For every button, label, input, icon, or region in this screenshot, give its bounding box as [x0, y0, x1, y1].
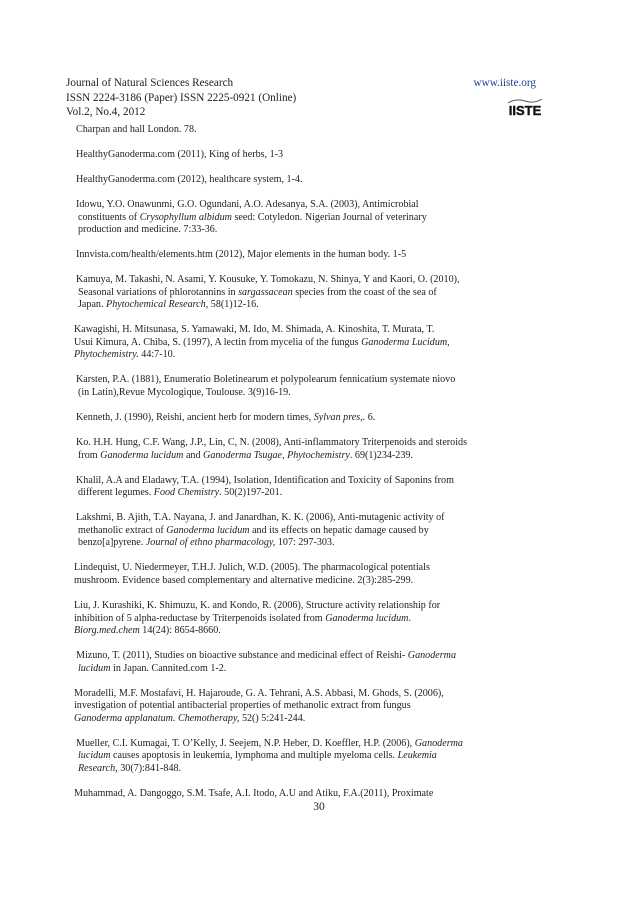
reference-text-segment: 44:7-10.	[138, 349, 176, 361]
reference-text-segment: HealthyGanoderma.com (2012), healthcare system, 1-4.	[76, 173, 303, 185]
reference-line	[76, 274, 536, 287]
reference-line	[76, 287, 536, 300]
reference-entry	[76, 412, 536, 425]
reference-italic-segment: Ganoderma	[407, 650, 457, 662]
reference-line	[74, 613, 536, 626]
reference-italic-segment: Sylvan pres,.	[313, 412, 366, 424]
reference-italic-segment: lucidum	[78, 662, 111, 674]
reference-text-segment: Japan.	[78, 299, 107, 311]
reference-line	[76, 450, 536, 463]
reference-text-segment: methanolic extract of	[78, 524, 167, 536]
reference-line	[76, 387, 536, 400]
reference-italic-segment: Ganoderma	[414, 737, 463, 749]
reference-text-segment: (in Latin),Revue Mycologique, Toulouse. 3(9)16-19.	[78, 387, 291, 399]
reference-text-segment: Muhammad, A. Dangoggo, S.M. Tsafe, A.I. Itodo, A.U and Atiku, F.A.(2011), Proximate	[74, 788, 434, 800]
reference-text-segment: in Japan. Cannited.com 1-2.	[110, 662, 227, 674]
reference-entry	[76, 650, 536, 675]
reference-text-segment: Idowu, Y.O. Onawunmi, G.O. Ogundani, A.O. Adesanya, S.A. (2003), Antimicrobial	[76, 198, 419, 210]
reference-text-segment: Kawagishi, H. Mitsunasa, S. Yamawaki, M. Ido, M. Shimada, A. Kinoshita, T. Murata, T.	[74, 324, 435, 336]
reference-italic-segment: sargassacean	[238, 286, 293, 298]
reference-entry	[76, 738, 536, 776]
reference-line	[76, 650, 536, 663]
reference-line	[74, 575, 536, 588]
reference-text-segment: Mizuno, T. (2011), Studies on bioactive substance and medicinal effect of Reishi-	[76, 650, 408, 662]
reference-line	[76, 212, 536, 225]
reference-text-segment: Lindequist, U. Niedermeyer, T.H.J. Julich, W.D. (2005). The pharmacological potentials	[74, 562, 430, 574]
reference-line	[76, 512, 536, 525]
reference-line	[76, 249, 536, 262]
reference-text-segment: Moradelli, M.F. Mostafavi, H. Hajaroude, G. A. Tehrani, A.S. Abbasi, M. Ghods, S. (2006),	[74, 687, 444, 699]
reference-text-segment: 6.	[365, 412, 376, 424]
reference-line	[76, 374, 536, 387]
reference-text-segment: Karsten, P.A. (1881), Enumeratio Boletinearum et polypolearum fennicatium systemate niovo	[76, 374, 456, 386]
reference-entry	[76, 274, 536, 312]
reference-line	[74, 562, 536, 575]
reference-text-segment: 14(24): 8654-8660.	[139, 625, 221, 637]
reference-line	[76, 663, 536, 676]
reference-line	[74, 788, 536, 801]
reference-entry	[74, 688, 536, 726]
reference-text-segment: 52() 5:241-244.	[239, 712, 306, 724]
journal-header	[66, 76, 536, 120]
reference-text-segment: Mueller, C.I. Kumagai, T. O’Kelly, J. Seejem, N.P. Heber, D. Koeffler, H.P. (2006),	[76, 737, 415, 749]
page-number: 30	[313, 801, 325, 813]
reference-text-segment: mushroom. Evidence based complementary and alternative medicine. 2(3):285-299.	[74, 574, 414, 586]
reference-line	[76, 750, 536, 763]
reference-text-segment: . 50(2)197-201.	[219, 487, 283, 499]
reference-list	[76, 124, 536, 813]
reference-text-segment: 58(1)12-16.	[208, 299, 259, 311]
reference-text-segment: different legumes.	[78, 487, 154, 499]
reference-entry	[74, 324, 536, 362]
reference-line	[76, 475, 536, 488]
reference-text-segment: Kenneth, J. (1990), Reishi, ancient herb for modern times,	[76, 412, 314, 424]
reference-entry	[74, 562, 536, 587]
reference-italic-segment: Crysophyllum albidum	[139, 211, 232, 223]
reference-line	[74, 349, 536, 362]
reference-entry	[76, 149, 536, 162]
reference-text-segment: inhibition of 5 alpha-reductase by Triterpenoids isolated from	[74, 612, 326, 624]
journal-issn: ISSN 2224-3186 (Paper) ISSN 2225-0921 (Online)	[66, 91, 297, 104]
reference-line	[74, 337, 536, 350]
reference-entry	[76, 437, 536, 462]
reference-line	[76, 537, 536, 550]
reference-text-segment: 30(7):841-848.	[117, 763, 182, 775]
reference-italic-segment: Leukemia	[397, 750, 437, 762]
reference-text-segment: HealthyGanoderma.com (2011), King of herbs, 1-3	[76, 148, 284, 160]
reference-text-segment: Innvista.com/health/elements.htm (2012), Major elements in the human body. 1-5	[76, 249, 407, 261]
iiste-logo	[507, 95, 543, 119]
reference-text-segment: and	[183, 449, 204, 461]
journal-volume: Vol.2, No.4, 2012	[66, 106, 146, 118]
reference-text-segment: from	[78, 449, 101, 461]
reference-line	[76, 738, 536, 751]
reference-italic-segment: Ganoderma Tsugae, Phytochemistry	[203, 449, 350, 461]
reference-text-segment: Usui Kimura, A. Chiba, S. (1997), A lectin from mycelia of the fungus	[74, 336, 362, 348]
reference-italic-segment: Ganoderma Lucidum,	[361, 336, 450, 348]
reference-italic-segment: Biorg.med.chem	[74, 625, 140, 637]
reference-entry	[76, 374, 536, 399]
reference-text-segment: benzo[a]pyrene.	[78, 537, 146, 549]
reference-text-segment: seed: Cotyledon. Nigerian Journal of veterinary	[231, 211, 427, 223]
reference-italic-segment: Phytochemistry.	[74, 349, 139, 361]
reference-text-segment: Ko. H.H. Hung, C.F. Wang, J.P., Lin, C, N. (2008), Anti-inflammatory Triterpenoids and steroids	[76, 437, 467, 449]
reference-italic-segment: Research,	[78, 763, 118, 775]
reference-line	[76, 199, 536, 212]
reference-text-segment: investigation of potential antibacterial properties of methanolic extract from fungus	[74, 700, 411, 712]
reference-italic-segment: Ganoderma applanatum. Chemotherapy,	[74, 712, 240, 724]
reference-italic-segment: Ganoderma lucidum	[325, 612, 409, 624]
reference-line	[76, 224, 536, 237]
reference-entry	[76, 475, 536, 500]
journal-title: Journal of Natural Sciences Research	[66, 77, 234, 89]
reference-line	[76, 174, 536, 187]
reference-text-segment: Khalil, A.A and Eladawy, T.A. (1994), Isolation, Identification and Toxicity of Saponins from	[76, 474, 454, 486]
reference-line	[74, 324, 536, 337]
reference-text-segment: and its effects on hepatic damage caused by	[249, 524, 429, 536]
reference-text-segment: Liu, J. Kurashiki, K. Shimuzu, K. and Kondo, R. (2006), Structure activity relationship for	[74, 599, 441, 611]
reference-line	[74, 600, 536, 613]
reference-entry	[74, 600, 536, 638]
reference-line	[76, 299, 536, 312]
reference-line	[76, 412, 536, 425]
reference-text-segment: causes apoptosis in leukemia, lymphoma and multiple myeloma cells.	[110, 750, 398, 762]
reference-entry	[76, 124, 536, 137]
website-link[interactable]: www.iiste.org	[473, 77, 536, 89]
reference-entry	[76, 199, 536, 237]
reference-entry	[76, 249, 536, 262]
reference-italic-segment: Phytochemical Research,	[106, 299, 209, 311]
reference-italic-segment: Journal of ethno pharmacology,	[145, 537, 276, 549]
reference-text-segment: Charpan and hall London. 78.	[76, 124, 197, 135]
reference-line	[74, 688, 536, 701]
reference-line	[76, 763, 536, 776]
reference-line	[76, 525, 536, 538]
reference-line	[76, 437, 536, 450]
reference-text-segment: constituents of	[78, 211, 140, 223]
logo-text: IISTE	[508, 103, 542, 118]
reference-text-segment: Seasonal variations of phlorotannins in	[78, 286, 239, 298]
reference-italic-segment: Ganoderma lucidum	[100, 449, 184, 461]
reference-entry	[76, 174, 536, 187]
reference-text-segment: .	[408, 612, 411, 624]
reference-line	[74, 625, 536, 638]
reference-line	[76, 487, 536, 500]
reference-text-segment: 107: 297-303.	[275, 537, 335, 549]
reference-line	[74, 700, 536, 713]
reference-text-segment: Lakshmi, B. Ajith, T.A. Nayana, J. and Janardhan, K. K. (2006), Anti-mutagenic activity of	[76, 512, 445, 524]
reference-entry	[74, 788, 536, 801]
reference-text-segment: species from the coast of the sea of	[292, 286, 437, 298]
reference-text-segment: . 69(1)234-239.	[349, 449, 413, 461]
reference-italic-segment: Food Chemistry	[153, 487, 220, 499]
reference-text-segment: Kamuya, M. Takashi, N. Asami, Y. Kousuke, Y. Tomokazu, N. Shinya, Y and Kaori, O. (2010),	[76, 274, 460, 286]
reference-entry	[76, 512, 536, 550]
reference-line	[76, 124, 536, 137]
reference-italic-segment: Ganoderma lucidum	[166, 524, 250, 536]
reference-line	[76, 149, 536, 162]
reference-text-segment: production and medicine. 7:33-36.	[78, 224, 218, 236]
reference-italic-segment: lucidum	[78, 750, 111, 762]
reference-line	[74, 713, 536, 726]
